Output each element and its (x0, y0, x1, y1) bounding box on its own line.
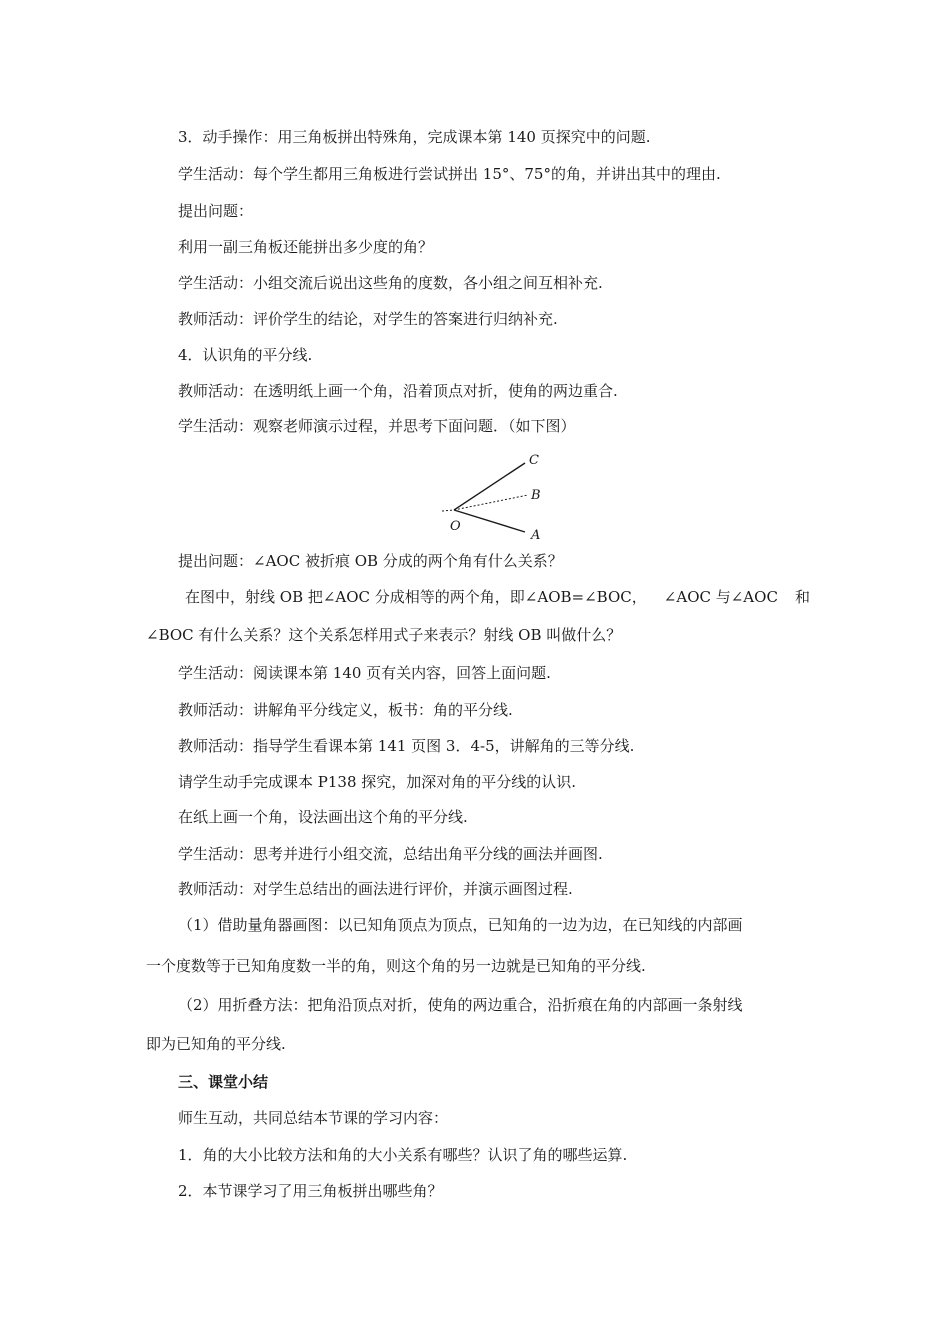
fold-extension (442, 510, 454, 511)
text-line: 学生活动：小组交流后说出这些角的度数，各小组之间互相补充. (178, 274, 603, 292)
text-segment: ∠AOC 与∠AOC (663, 588, 778, 606)
text-line: 教师活动：讲解角平分线定义，板书：角的平分线. (178, 701, 513, 719)
text-line: 3．动手操作：用三角板拼出特殊角，完成课本第 140 页探究中的问题. (178, 128, 651, 146)
text-line: 学生活动：思考并进行小组交流，总结出角平分线的画法并画图. (178, 845, 603, 863)
text-line: 提出问题： (178, 202, 254, 220)
text-line: 教师活动：对学生总结出的画法进行评价，并演示画图过程. (178, 880, 573, 898)
text-line: 教师活动：在透明纸上画一个角，沿着顶点对折，使角的两边重合. (178, 382, 618, 400)
text-line: 即为已知角的平分线. (146, 1035, 286, 1053)
ray-oa (454, 510, 525, 532)
text-line: 4．认识角的平分线. (178, 346, 313, 364)
angle-bisector-figure (430, 445, 560, 545)
text-line: 学生活动：观察老师演示过程，并思考下面问题．（如下图） (178, 417, 576, 435)
text-segment: 和 (794, 588, 810, 606)
text-segment: 在图中，射线 OB 把∠AOC 分成相等的两个角，即∠AOB=∠BOC， (185, 588, 647, 606)
text-line: 师生互动，共同总结本节课的学习内容： (178, 1109, 449, 1127)
text-line: 一个度数等于已知角度数一半的角，则这个角的另一边就是已知角的平分线. (146, 957, 646, 975)
text-line: 提出问题：∠AOC 被折痕 OB 分成的两个角有什么关系？ (178, 552, 563, 570)
text-line: 利用一副三角板还能拼出多少度的角？ (178, 238, 434, 256)
text-line: 教师活动：评价学生的结论，对学生的答案进行归纳补充. (178, 310, 558, 328)
text-line: 请学生动手完成课本 P138 探究，加深对角的平分线的认识. (178, 773, 577, 791)
label-b: B (531, 488, 541, 503)
text-line: （2）用折叠方法：把角沿顶点对折，使角的两边重合，沿折痕在角的内部画一条射线 (178, 996, 743, 1014)
text-line: （1）借助量角器画图：以已知角顶点为顶点，已知角的一边为边，在已知线的内部画 (178, 916, 743, 934)
label-a: A (531, 528, 541, 543)
text-line: 学生活动：每个学生都用三角板进行尝试拼出 15°、75°的角，并讲出其中的理由. (178, 165, 721, 183)
text-line-justified (185, 587, 810, 607)
text-line: ∠BOC 有什么关系？这个关系怎样用式子来表示？射线 OB 叫做什么？ (146, 626, 622, 644)
text-line: 学生活动：阅读课本第 140 页有关内容，回答上面问题. (178, 664, 551, 682)
label-c: C (529, 453, 539, 468)
text-line: 教师活动：指导学生看课本第 141 页图 3．4-5，讲解角的三等分线. (178, 737, 635, 755)
text-line: 1．角的大小比较方法和角的大小关系有哪些？认识了角的哪些运算. (178, 1146, 628, 1164)
section-heading: 三、课堂小结 (178, 1073, 269, 1091)
label-o: O (450, 519, 461, 534)
text-line: 2．本节课学习了用三角板拼出哪些角？ (178, 1182, 443, 1200)
text-line: 在纸上画一个角，设法画出这个角的平分线. (178, 808, 468, 826)
